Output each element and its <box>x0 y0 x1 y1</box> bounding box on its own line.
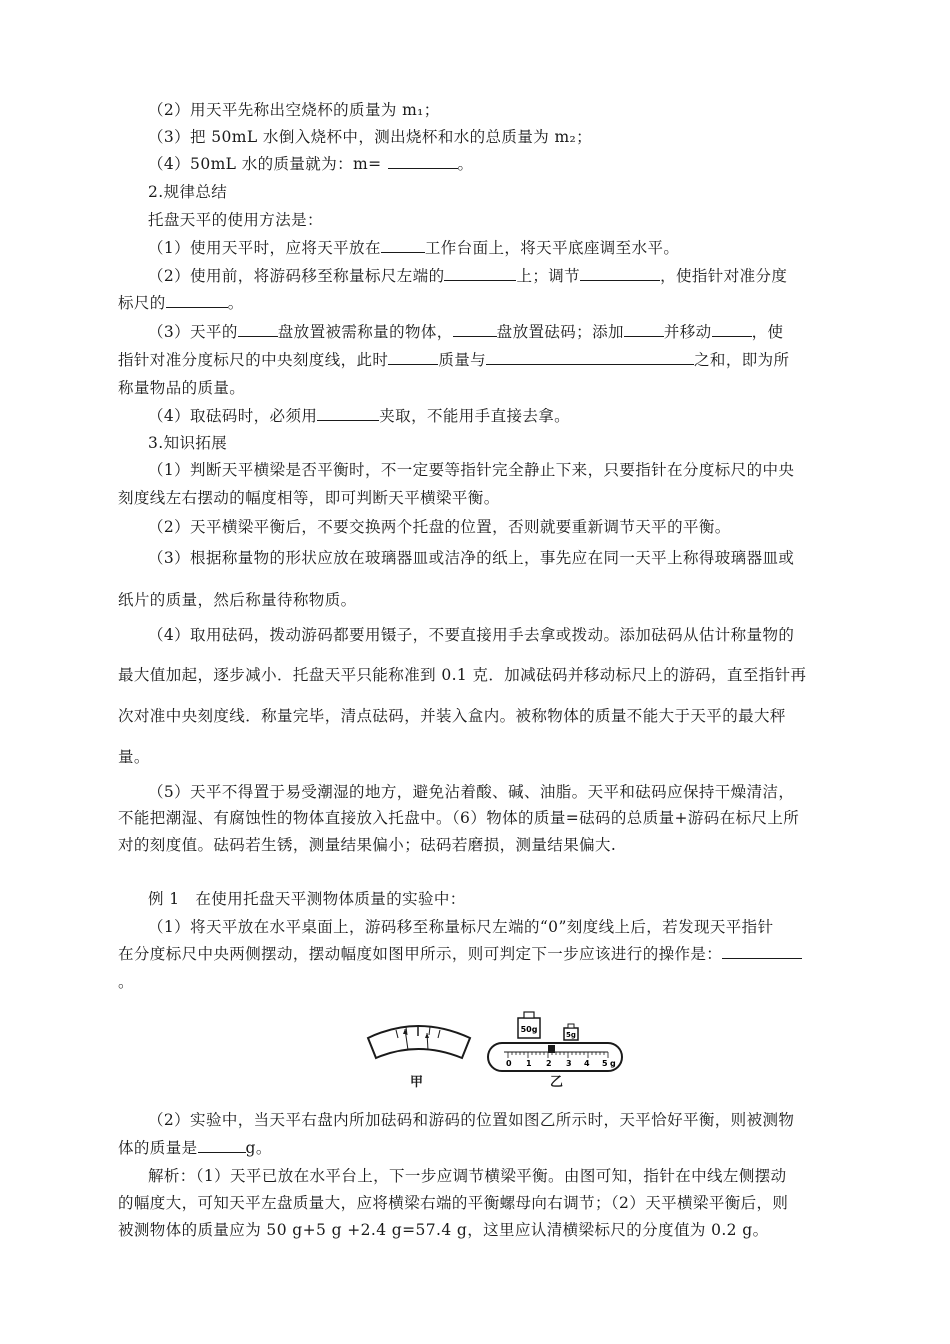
text-line: 托盘天平的使用方法是： <box>148 211 323 229</box>
figure-label-yi: 乙 <box>550 1075 564 1090</box>
text-line: （2）用天平先称出空烧杯的质量为 m₁； <box>148 101 440 119</box>
text-line: （1）将天平放在水平桌面上，游码移至称量标尺左端的“0”刻度线上后，若发现天平指针 <box>148 918 774 936</box>
section-heading: 3.知识拓展 <box>148 434 228 452</box>
text-line: 对的刻度值。砝码若生锈，测量结果偏小；砝码若磨损，测量结果偏大. <box>118 836 617 854</box>
svg-text:2: 2 <box>546 1059 552 1068</box>
text-line: （3）天平的 盘放置被需称量的物体， 盘放置砝码；添加 并移动 ，使 <box>148 323 784 341</box>
svg-text:4: 4 <box>584 1059 590 1068</box>
text-line: （4）取砝码时，必须用 夹取，不能用手直接去拿。 <box>148 407 571 425</box>
pointer-dial <box>368 1026 470 1058</box>
text-line: 体的质量是 g。 <box>118 1139 272 1157</box>
text-line: （2）使用前，将游码移至称量标尺左端的 上；调节 ，使指针对准分度 <box>148 267 788 285</box>
text-line: 量。 <box>118 748 150 766</box>
text-line: 称量物品的质量。 <box>118 379 246 397</box>
weights <box>518 1012 578 1040</box>
text-line: （5）天平不得置于易受潮湿的地方，避免沾着酸、碱、油脂。天平和砝码应保持干燥清洁， <box>148 783 795 801</box>
svg-text:0: 0 <box>506 1059 512 1068</box>
analysis-line: 被测物体的质量应为 50 g+5 g +2.4 g=57.4 g，这里应认清横梁标尺的分度值为 0.2 g。 <box>118 1221 769 1239</box>
text-line: 指针对准分度标尺的中央刻度线，此时 质量与 之和，即为所 <box>118 351 790 369</box>
text-line: （3）根据称量物的形状应放在玻璃器皿或洁净的纸上，事先应在同一天平上称得玻璃器皿或 <box>148 549 795 567</box>
beam-scale <box>488 1043 622 1071</box>
text-line: 纸片的质量，然后称量待称物质。 <box>118 591 357 609</box>
text-line: （2）天平横梁平衡后，不要交换两个托盘的位置，否则就要重新调节天平的平衡。 <box>148 518 731 536</box>
text-line: 在分度标尺中央两侧摆动，摆动幅度如图甲所示，则可判定下一步应该进行的操作是： <box>118 944 838 964</box>
text-line: 刻度线左右摆动的幅度相等，即可判断天平横梁平衡。 <box>118 489 500 507</box>
text-line: 最大值加起，逐步减小．托盘天平只能称准到 0.1 克．加减砝码并移动标尺上的游码，直至指针再 <box>118 666 807 684</box>
section-heading: 2.规律总结 <box>148 183 228 201</box>
text-line: 。 <box>118 973 134 991</box>
text-line: （2）实验中，当天平右盘内所加砝码和游码的位置如图乙所示时，天平恰好平衡，则被测物 <box>148 1111 795 1129</box>
svg-text:5: 5 <box>602 1059 608 1068</box>
balance-figure-svg <box>366 1000 626 1086</box>
balance-figure <box>366 1000 626 1090</box>
example-title: 例 1 在使用托盘天平测物体质量的实验中： <box>148 890 466 908</box>
text-line: （1）使用天平时，应将天平放在 工作台面上，将天平底座调至水平。 <box>148 239 680 257</box>
rider <box>548 1045 555 1053</box>
svg-text:g: g <box>610 1059 616 1068</box>
analysis-line: 解析：（1）天平已放在水平台上，下一步应调节横梁平衡。由图可知，指针在中线左侧摆动 <box>148 1167 787 1185</box>
text-line: （4）取用砝码，拨动游码都要用镊子，不要直接用手去拿或拨动。添加砝码从估计称量物的 <box>148 626 795 644</box>
svg-text:5g: 5g <box>566 1031 576 1039</box>
svg-text:1: 1 <box>526 1059 532 1068</box>
figure-label-jia: 甲 <box>410 1075 424 1090</box>
svg-text:3: 3 <box>566 1059 572 1068</box>
text-line: 标尺的 。 <box>118 294 244 312</box>
text-line: （4）50mL 水的质量就为：m= 。 <box>148 155 474 173</box>
text-line: 次对准中央刻度线．称量完毕，清点砝码，并装入盒内。被称物体的质量不能大于天平的最大秤 <box>118 707 786 725</box>
svg-text:50g: 50g <box>520 1025 538 1034</box>
text-line: 不能把潮湿、有腐蚀性的物体直接放入托盘中。（6）物体的质量=砝码的总质量+游码在标尺上所 <box>118 809 800 827</box>
text-line: （3）把 50mL 水倒入烧杯中，测出烧杯和水的总质量为 m₂； <box>148 128 593 146</box>
analysis-line: 的幅度大，可知天平左盘质量大，应将横梁右端的平衡螺母向右调节；（2）天平横梁平衡后，则 <box>118 1194 789 1212</box>
text-line: （1）判断天平横梁是否平衡时，不一定要等指针完全静止下来，只要指针在分度标尺的中央 <box>148 461 795 479</box>
